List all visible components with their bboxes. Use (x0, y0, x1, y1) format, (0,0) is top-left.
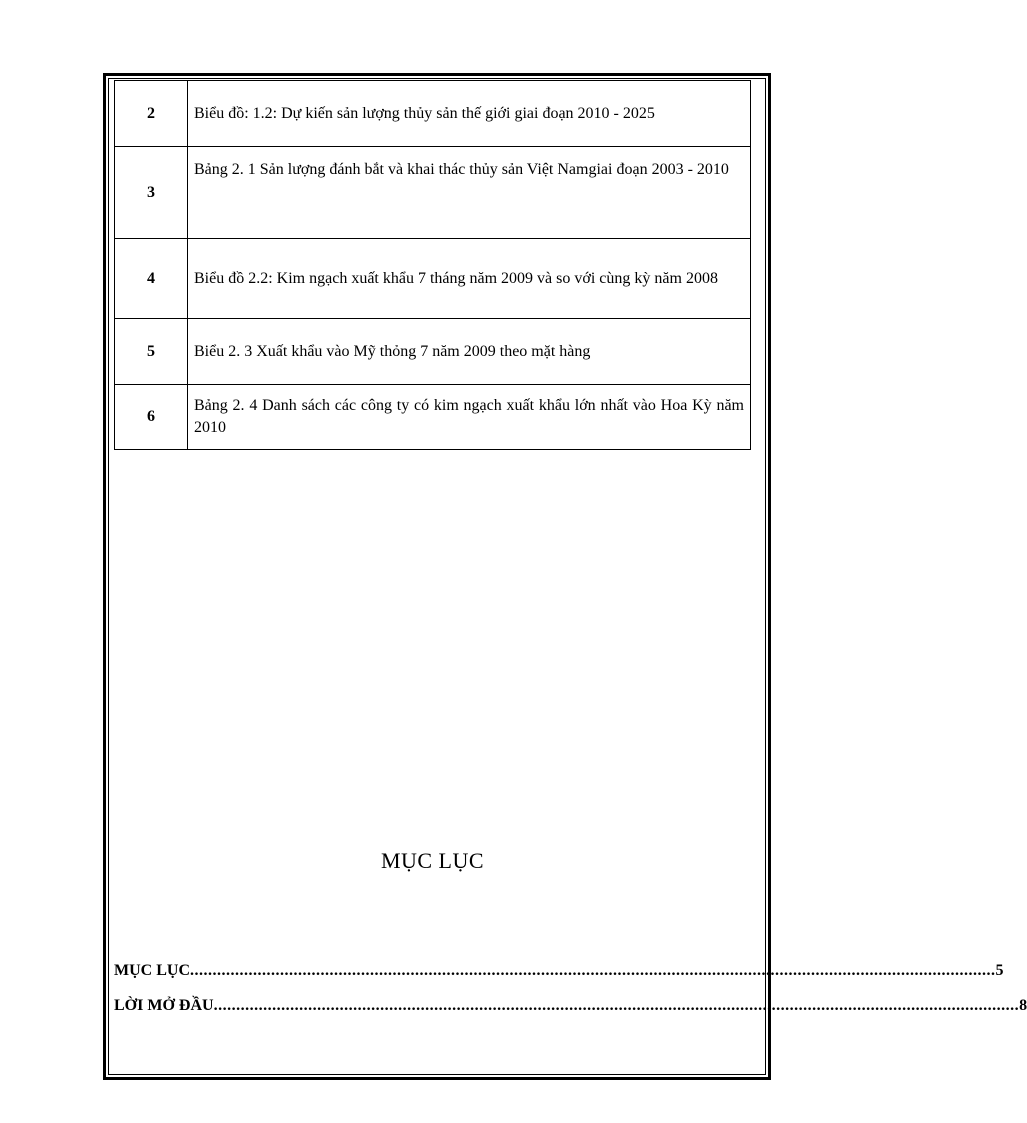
toc-entry-label: LỜI MỞ ĐẦU (114, 997, 214, 1014)
row-number: 5 (115, 319, 188, 385)
toc-entry-loi-mo-dau[interactable] (114, 993, 1027, 1015)
toc-page-number: 8 (1019, 997, 1027, 1014)
toc-entry-muc-luc[interactable] (114, 958, 1004, 980)
toc-page-number: 5 (995, 962, 1004, 979)
row-description: Biểu đồ: 1.2: Dự kiến sản lượng thủy sản thế giới giai đoạn 2010 - 2025 (188, 81, 751, 147)
row-description: Biểu 2. 3 Xuất khẩu vào Mỹ thỏng 7 năm 2009 theo mặt hàng (188, 319, 751, 385)
table-row (115, 385, 751, 450)
table-row (115, 81, 751, 147)
row-description: Bảng 2. 1 Sản lượng đánh bắt và khai thác thủy sản Việt Namgiai đoạn 2003 - 2010 (188, 147, 751, 239)
row-number: 3 (115, 147, 188, 239)
toc-leader-dots: ................................................................................................................................................................................... (213, 997, 1020, 1014)
row-description: Biểu đồ 2.2: Kim ngạch xuất khẩu 7 tháng năm 2009 và so với cùng kỳ năm 2008 (188, 239, 751, 319)
table-row (115, 239, 751, 319)
row-description: Bảng 2. 4 Danh sách các công ty có kim ngạch xuất khẩu lớn nhất vào Hoa Kỳ năm 2010 (188, 385, 751, 450)
figure-list-table (114, 80, 751, 450)
row-number: 4 (115, 239, 188, 319)
toc-heading: MỤC LỤC (380, 848, 485, 873)
row-number: 6 (115, 385, 188, 450)
table-row (115, 319, 751, 385)
toc-entry-label: MỤC LỤC (114, 962, 190, 979)
row-number: 2 (115, 81, 188, 147)
toc-leader-dots: ................................................................................................................................................................................... (190, 962, 996, 979)
table-row (115, 147, 751, 239)
